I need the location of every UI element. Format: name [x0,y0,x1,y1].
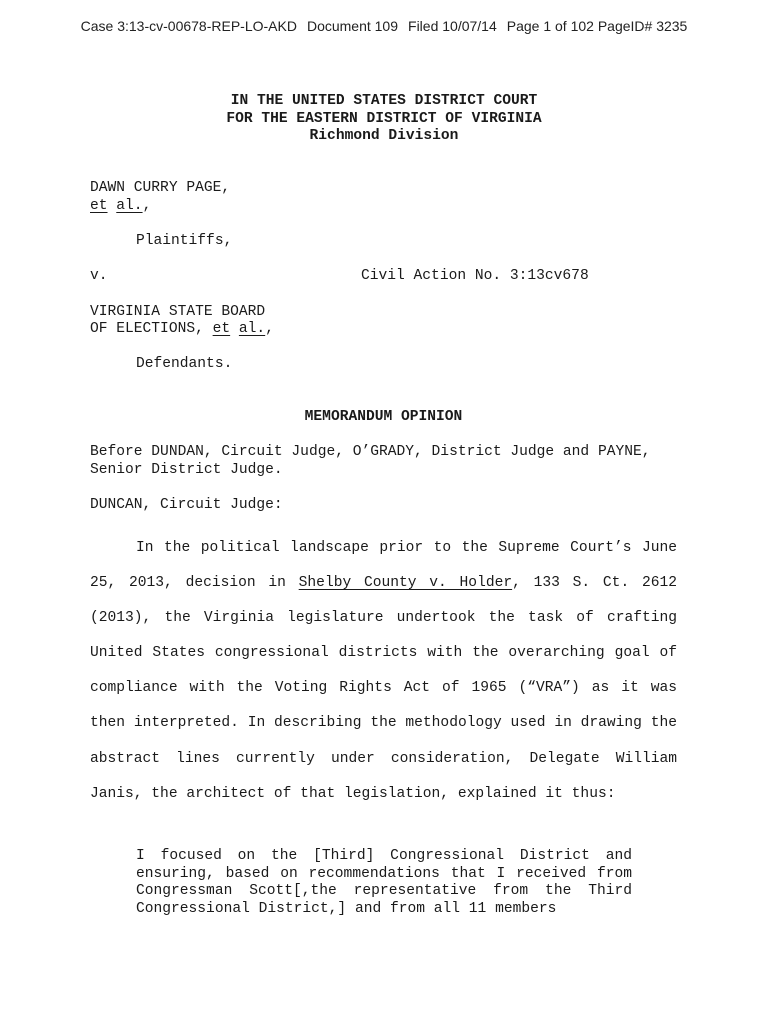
versus: v. [90,268,108,284]
document-number: Document 109 [306,18,399,34]
court-line-1: IN THE UNITED STATES DISTRICT COURT [230,93,538,109]
defendant-line-2: OF ELECTIONS, et al., [90,321,274,337]
defendant-line-1: VIRGINIA STATE BOARD [90,304,266,320]
panel-judges: Before DUNDAN, Circuit Judge, O’GRADY, District Judge and PAYNE, Senior District Judge. [90,444,651,478]
defendant-et: et [212,321,231,337]
opinion-author: DUNCAN, Circuit Judge: [90,497,283,513]
court-division: Richmond Division [309,128,459,144]
filed-date: Filed 10/07/14 [408,18,497,34]
memorandum-title: MEMORANDUM OPINION [304,409,463,425]
block-quote: I focused on the [Third] Congressional District and ensuring, based on recommendations that I received from Congressman Scott[,the representative from the Third Congressional District,] and from all 11 members [136,848,632,917]
defendant-role: Defendants. [136,356,233,372]
plaintiff-et-al: et al., [90,198,152,214]
civil-action-number: Civil Action No. 3:13cv678 [361,268,589,284]
plaintiff-name: DAWN CURRY PAGE, [90,180,231,196]
plaintiff-al: al. [116,198,143,214]
case-number: Case 3:13-cv-00678-REP-LO-AKD [80,18,297,34]
filing-header [0,18,768,34]
paragraph-text-1: In the political landscape prior to the Supreme Court’s June 25, 2013, decision in [90,540,677,592]
case-citation: Shelby County v. Holder [298,575,513,592]
plaintiff-et: et [90,198,108,214]
defendant-board: OF ELECTIONS, [90,321,204,337]
defendant-al: al. [238,321,266,337]
plaintiff-role: Plaintiffs, [136,233,233,249]
court-line-2: FOR THE EASTERN DISTRICT OF VIRGINIA [226,110,542,127]
page-id: Page 1 of 102 PageID# 3235 [506,18,688,34]
paragraph-text-2: , 133 S. Ct. 2612 (2013), the Virginia legislature undertook the task of crafting United States congressional districts with the overarching goal of compliance with the Voting Rights Act of 1965 (“VRA”) as it was then interpreted. In describing the methodology used in drawing the abstract lines currently under consideration, Delegate William Janis, the architect of that legislation, explained it thus: [90,575,677,802]
opinion-paragraph [90,531,677,812]
court-heading [90,93,678,146]
